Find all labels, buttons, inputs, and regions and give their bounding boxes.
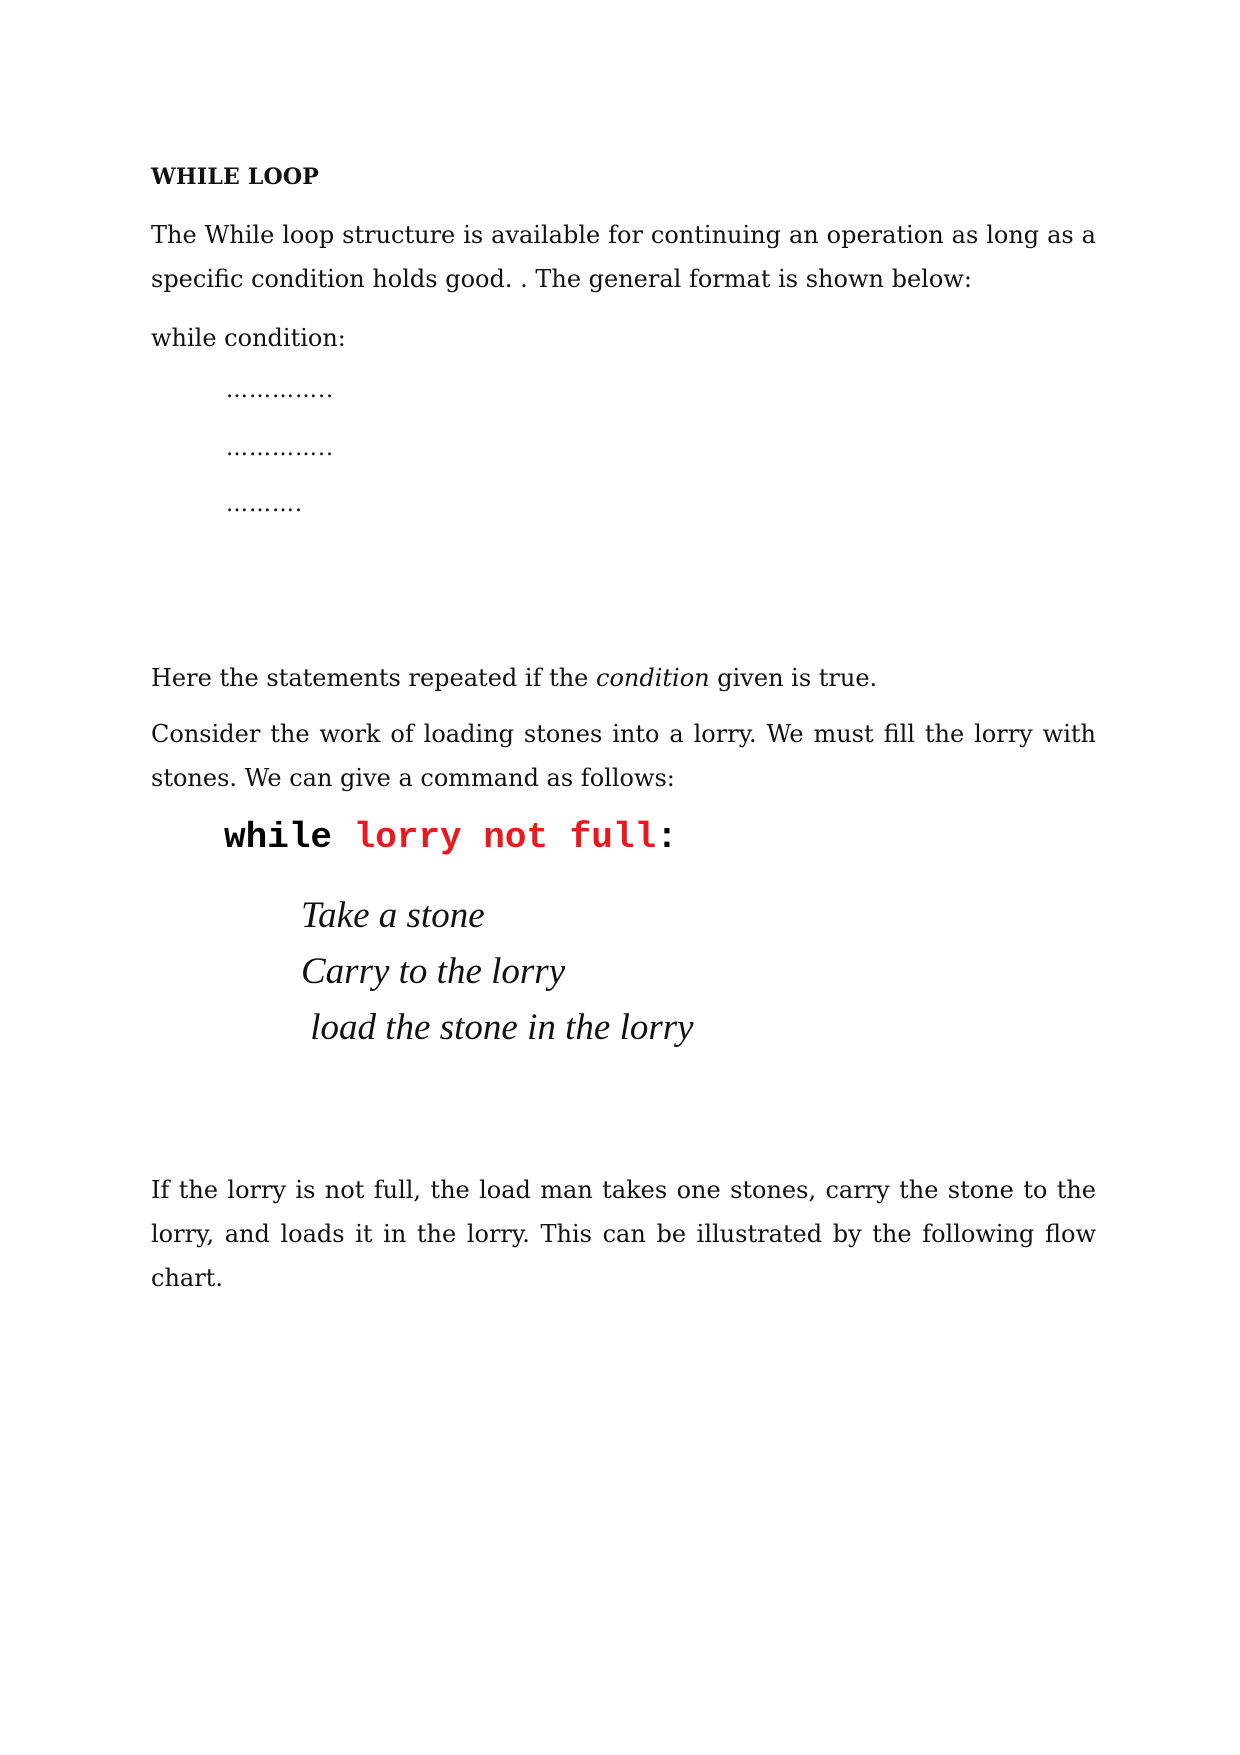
- intro-paragraph: The While loop structure is available for continuing an operation as long as a specific condition holds good. . The general format is shown below:: [151, 221, 1096, 293]
- repeat-paragraph: [151, 656, 1096, 700]
- loop-step: Take a stone: [301, 895, 485, 936]
- placeholder-dots: …………..: [226, 436, 334, 461]
- repeat-text-after: given is true.: [709, 664, 878, 692]
- colon: :: [656, 817, 678, 858]
- loop-step: Carry to the lorry: [301, 951, 566, 992]
- condition-emphasis: condition: [596, 664, 710, 692]
- placeholder-dots: …………..: [226, 378, 334, 403]
- repeat-text-before: Here the statements repeated if the: [151, 664, 597, 692]
- placeholder-dots: ……….: [226, 492, 303, 517]
- loop-step: load the stone in the lorry: [301, 1007, 694, 1048]
- while-keyword: while: [224, 817, 333, 858]
- example-while-statement: [224, 817, 678, 858]
- example-condition: lorry not full: [353, 817, 657, 858]
- consider-paragraph: Consider the work of loading stones into a lorry. We must fill the lorry with stones. We can give a command as follows:: [151, 720, 1096, 792]
- syntax-line: while condition:: [151, 324, 346, 352]
- closing-paragraph: If the lorry is not full, the load man takes one stones, carry the stone to the lorry, and loads it in the lorry. This can be illustrated by the following flow chart.: [151, 1176, 1096, 1292]
- section-heading: WHILE LOOP: [151, 164, 320, 190]
- loop-body-steps: [301, 888, 694, 1056]
